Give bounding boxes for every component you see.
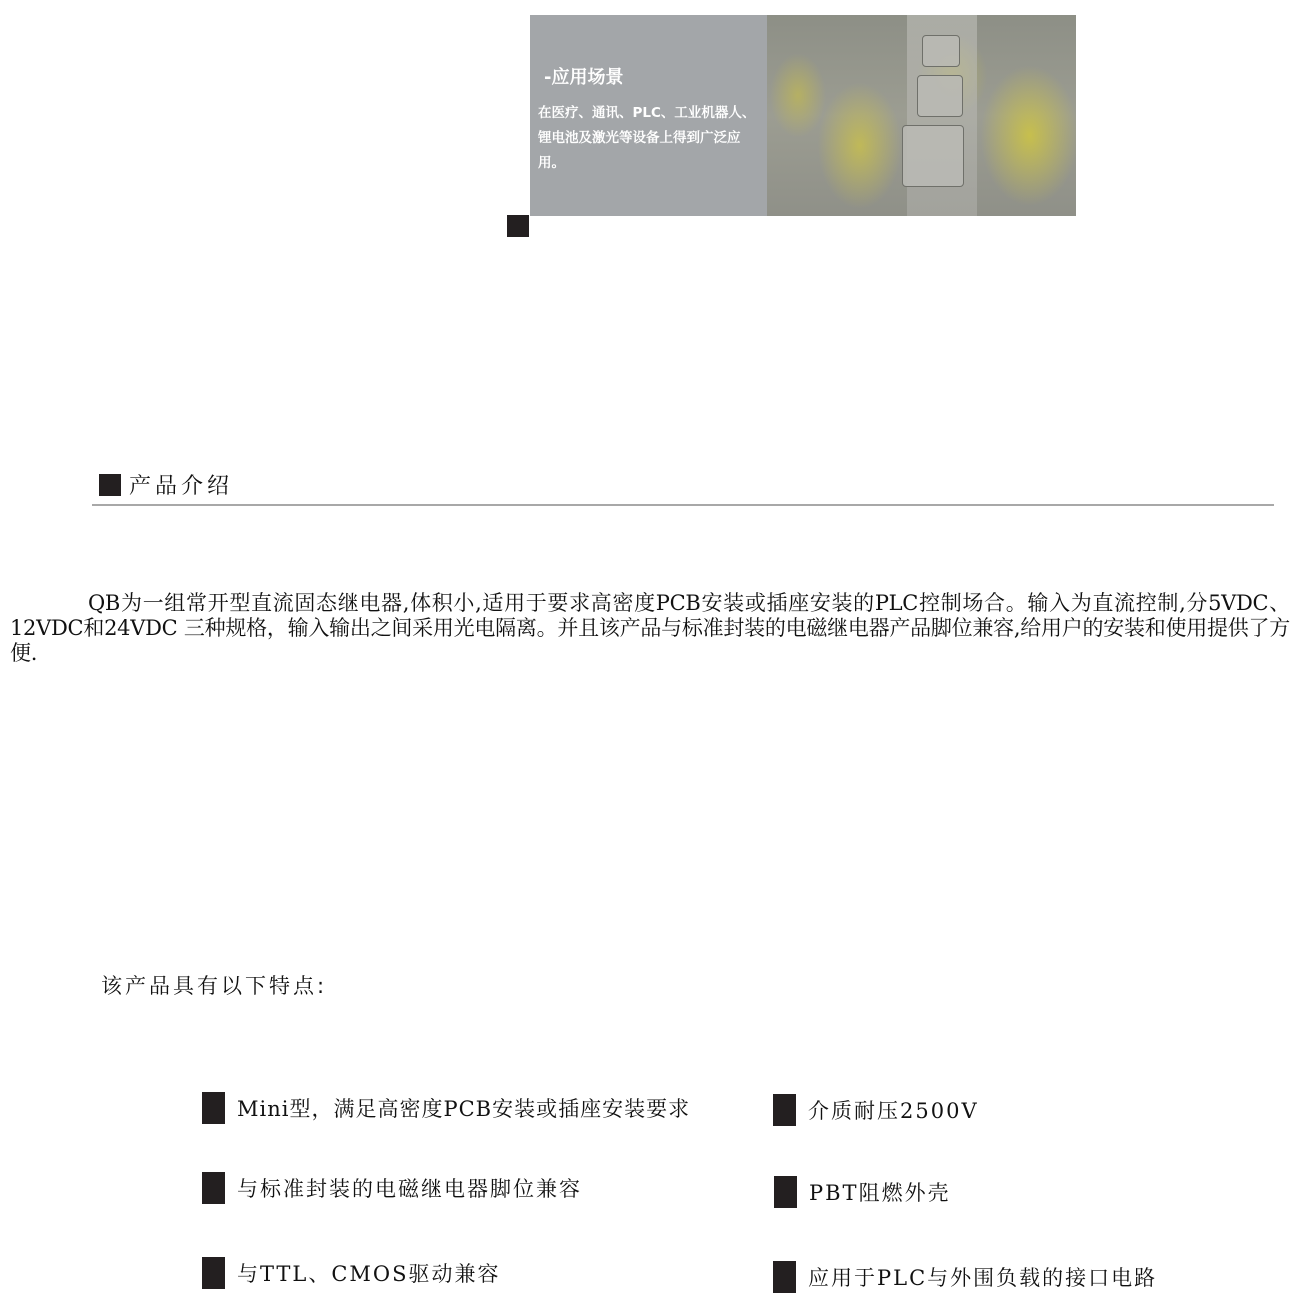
feature-text: Mini型，满足高密度PCB安装或插座安装要求 [237,1097,691,1121]
feature-text: PBT阻燃外壳 [809,1181,951,1205]
banner-title: -应用场景 [544,67,624,88]
feature-item [774,1176,951,1208]
feature-text: 应用于PLC与外围负载的接口电路 [808,1266,1158,1290]
product-intro-paragraph: QB为一组常开型直流固态继电器,体积小,适用于要求高密度PCB安装或插座安装的PLC控制场合。输入为直流控制,分5VDC、12VDC和24VDC 三种规格，输入输出之间采用光电隔离。并且该产品与标准封装的电磁继电器产品脚位兼容,给用户的安装和使用提供了方便. [10,591,1290,665]
bullet-square-icon [773,1261,796,1293]
feature-text: 与标准封装的电磁继电器脚位兼容 [237,1177,582,1201]
banner-text-panel [530,15,767,216]
feature-item [202,1257,501,1289]
feature-item [773,1261,1157,1293]
features-heading: 该产品具有以下特点: [101,974,328,998]
car-body-shape [917,75,963,117]
bullet-square-icon [202,1172,225,1204]
feature-item [773,1094,979,1126]
banner-description: 在医疗、通讯、PLC、工业机器人、锂电池及激光等设备上得到广泛应用。 [538,105,756,171]
bullet-square-icon [202,1257,225,1289]
bullet-square-icon [202,1092,225,1124]
bullet-square-icon [774,1176,797,1208]
heading-square-icon [99,474,121,496]
feature-item [202,1092,690,1124]
robot-assembly-line-image [767,15,1076,216]
feature-item [202,1172,582,1204]
section-heading [99,469,233,500]
section-divider [92,504,1274,506]
section-title: 产品介绍 [129,474,234,499]
decorative-square [507,215,529,237]
feature-text: 介质耐压2500V [808,1099,979,1123]
application-banner [530,15,1076,216]
feature-text: 与TTL、CMOS驱动兼容 [237,1262,501,1286]
car-body-shape [902,125,964,187]
car-body-shape [922,35,960,67]
bullet-square-icon [773,1094,796,1126]
